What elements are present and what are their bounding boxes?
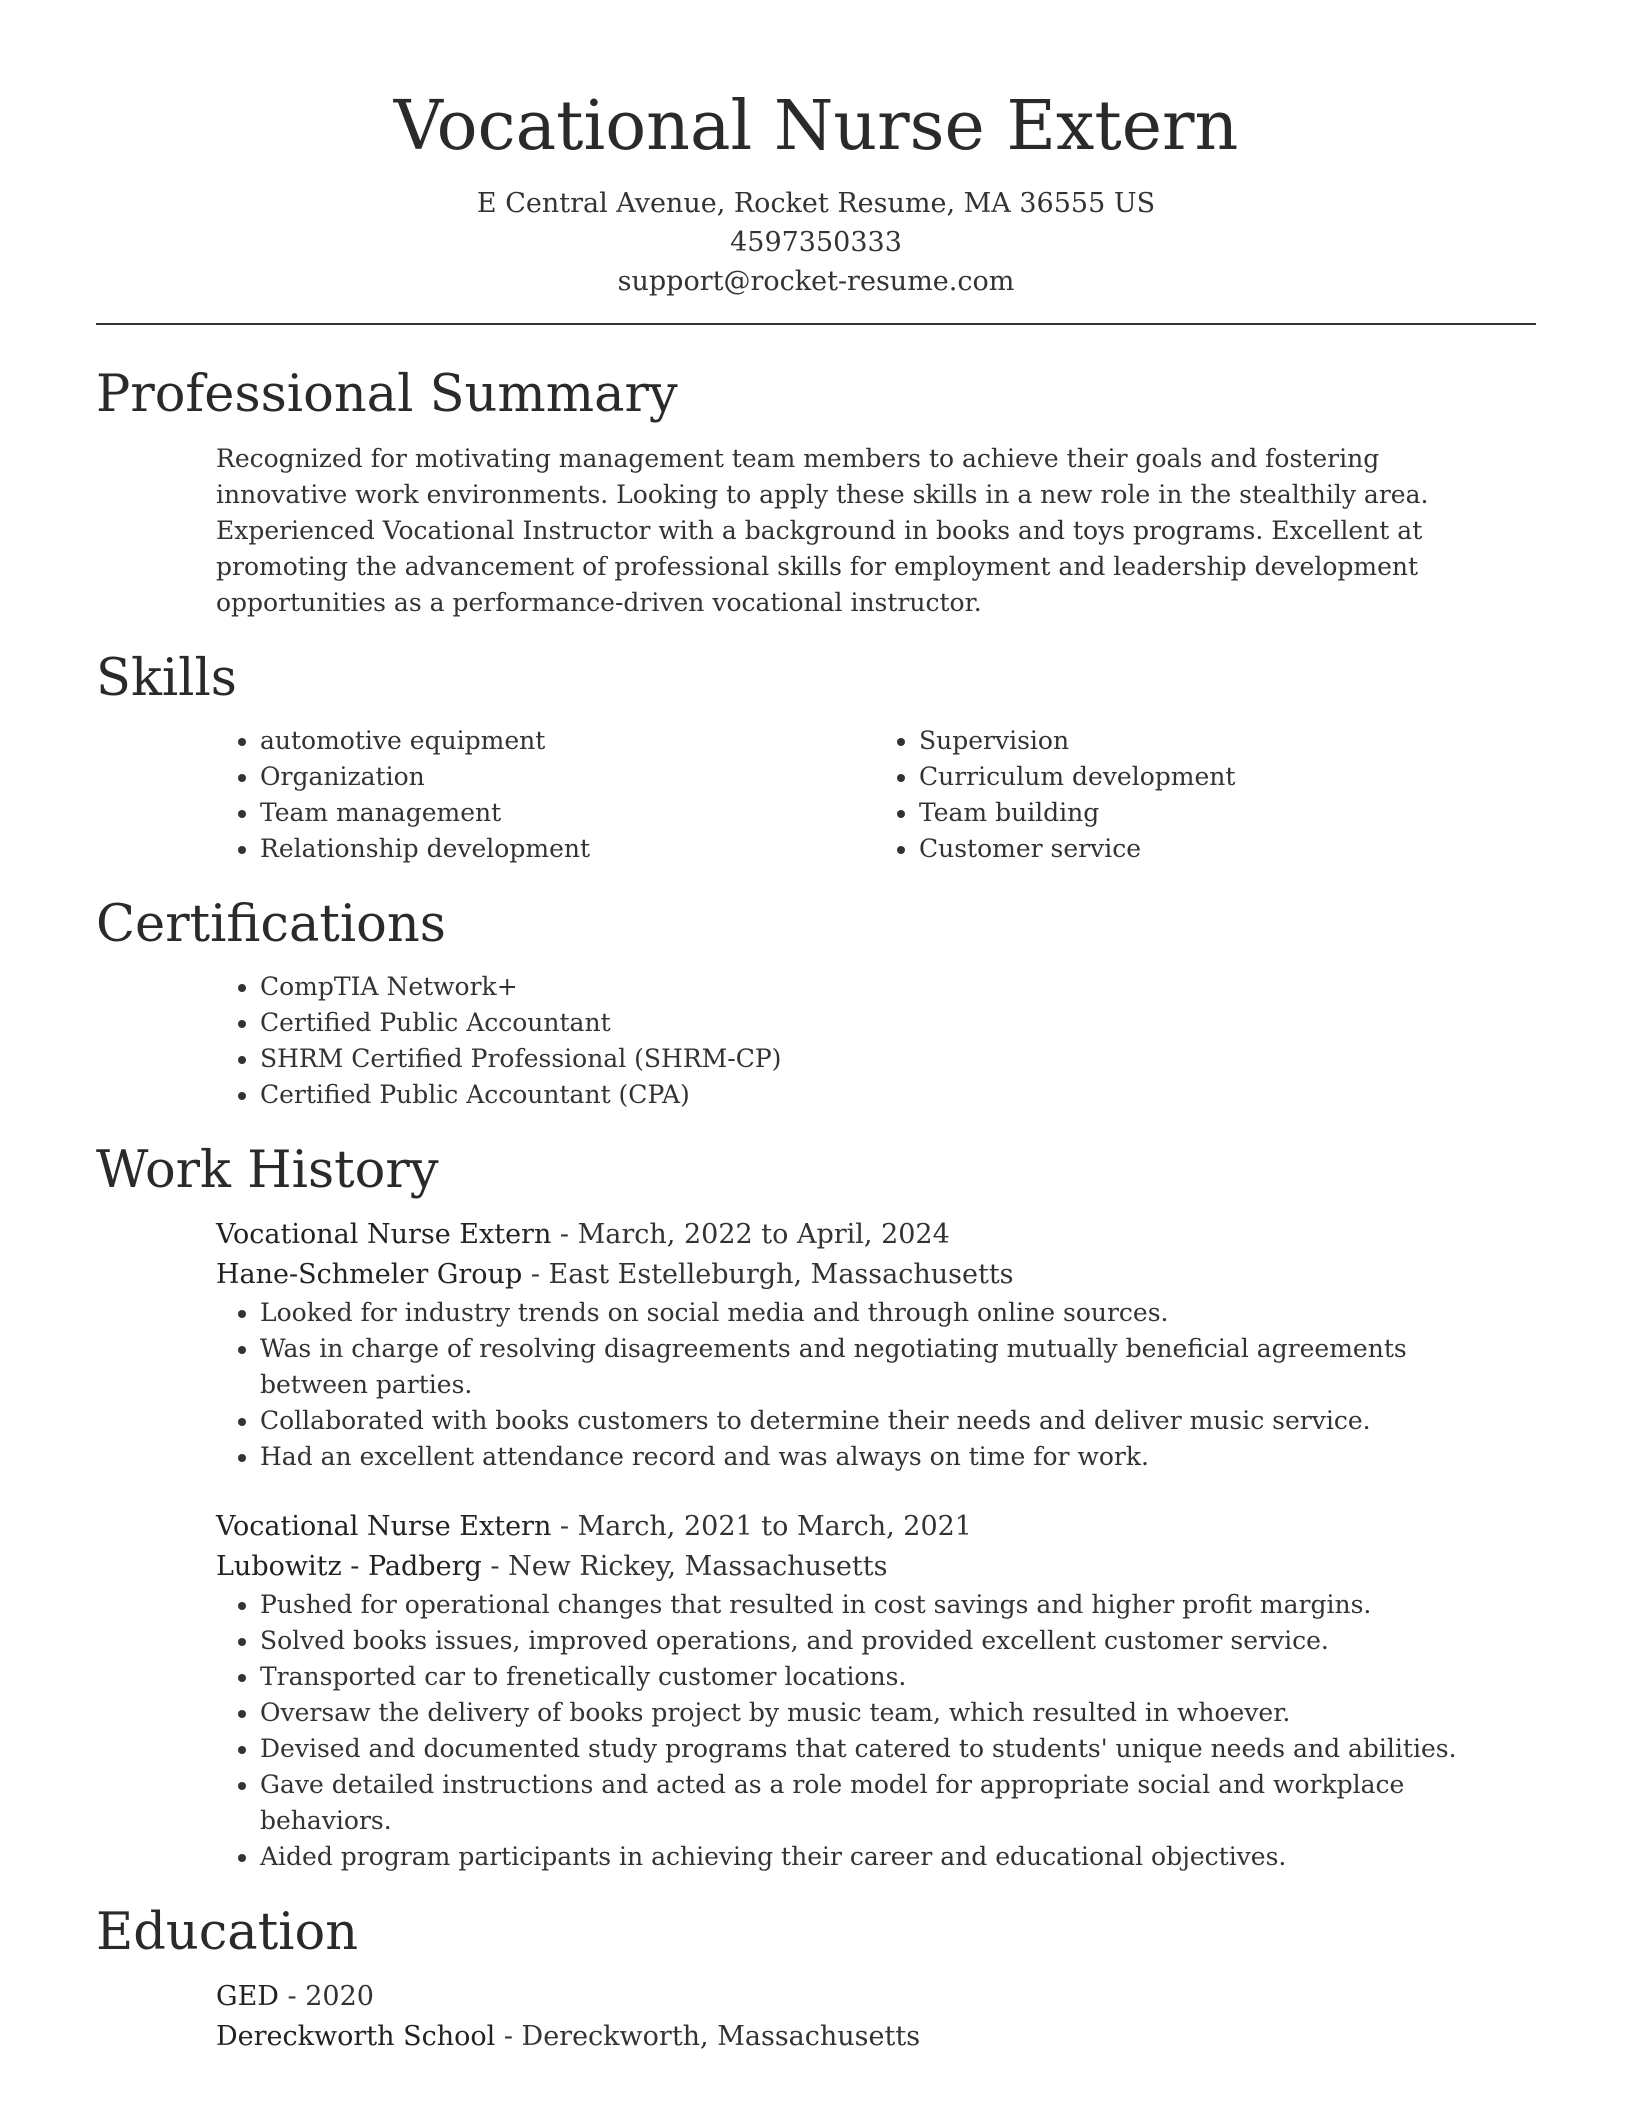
skill-item: • Relationship development: [260, 831, 877, 867]
job-entry: [216, 1507, 1536, 1587]
certifications-list: [96, 969, 1536, 1113]
skill-item: • Team management: [260, 795, 877, 831]
skill-item: • Customer service: [919, 831, 1536, 867]
skill-item: • Curriculum development: [919, 759, 1536, 795]
certification-item: • Certified Public Accountant: [260, 1005, 1536, 1041]
skills-heading: Skills: [96, 649, 237, 708]
separator: -: [278, 1981, 306, 2012]
job-location: New Rickey, Massachusetts: [508, 1551, 888, 1582]
separator: -: [551, 1219, 578, 1250]
job-duty: • Collaborated with books customers to determine their needs and deliver music service.: [260, 1403, 1476, 1439]
education-school: Dereckworth School: [216, 2021, 496, 2052]
job-location: East Estelleburgh, Massachusetts: [548, 1259, 1014, 1290]
job-duty: • Aided program participants in achieving their career and educational objectives.: [260, 1839, 1536, 1875]
job-duty: • Was in charge of resolving disagreements and negotiating mutually beneficial agreements between parties.: [260, 1331, 1476, 1403]
job-duty: • Solved books issues, improved operations, and provided excellent customer service.: [260, 1623, 1536, 1659]
job-duty: • Had an excellent attendance record and was always on time for work.: [260, 1439, 1476, 1475]
skill-item: • Team building: [919, 795, 1536, 831]
education-school-line: [216, 2017, 1536, 2057]
skills-column-right: [877, 723, 1536, 867]
job-duty: • Gave detailed instructions and acted as a role model for appropriate social and workplace behaviors.: [260, 1767, 1536, 1839]
job-duties-list: [96, 1587, 1536, 1875]
separator: -: [495, 2021, 522, 2052]
resume-page: [96, 0, 1536, 2057]
contact-address: E Central Avenue, Rocket Resume, MA 36555 US: [476, 188, 1156, 219]
job-duty: • Looked for industry trends on social media and through online sources.: [260, 1295, 1476, 1331]
job-company: Hane-Schmeler Group: [216, 1259, 523, 1290]
contact-block: [96, 184, 1536, 301]
separator: -: [481, 1551, 509, 1582]
job-title-line: [216, 1215, 1536, 1255]
candidate-name: Vocational Nurse Extern: [393, 87, 1239, 166]
education-heading: Education: [96, 1903, 359, 1962]
job-role: Vocational Nurse Extern: [216, 1511, 552, 1542]
job-title-line: [216, 1507, 1536, 1547]
header-divider: [96, 323, 1536, 325]
job-duty: • Transported car to frenetically customer locations.: [260, 1659, 1536, 1695]
summary-text: Recognized for motivating management team members to achieve their goals and fostering innovative work environments. Looking to apply these skills in a new role in the stealthily area. Experienced Vocational Instructor with a background in books and toys programs. Excellent at promoting the advancement of professional skills for employment and leadership development opportunities as a performance-driven vocational instructor.: [216, 444, 1429, 617]
education-entry: [216, 1977, 1536, 2057]
job-role: Vocational Nurse Extern: [216, 1219, 552, 1250]
job-dates: March, 2022 to April, 2024: [577, 1219, 950, 1250]
work-history-heading: Work History: [96, 1141, 439, 1200]
separator: -: [522, 1259, 549, 1290]
education-location: Dereckworth, Massachusetts: [521, 2021, 921, 2052]
separator: -: [551, 1511, 578, 1542]
job-entry: [216, 1215, 1536, 1295]
skill-item: • Organization: [260, 759, 877, 795]
skill-item: • Supervision: [919, 723, 1536, 759]
certification-item: • SHRM Certified Professional (SHRM-CP): [260, 1041, 1536, 1077]
contact-email: support@rocket-resume.com: [617, 266, 1015, 297]
summary-heading: Professional Summary: [96, 365, 678, 424]
certifications-heading: Certifications: [96, 895, 446, 954]
job-org-line: [216, 1255, 1536, 1295]
job-duty: • Devised and documented study programs that catered to students' unique needs and abilities.: [260, 1731, 1536, 1767]
job-duties-list: [96, 1295, 1476, 1475]
certification-item: • CompTIA Network+: [260, 969, 1536, 1005]
education-year: 2020: [305, 1981, 374, 2012]
contact-phone: 4597350333: [730, 227, 902, 258]
certification-item: • Certified Public Accountant (CPA): [260, 1077, 1536, 1113]
skill-item: • automotive equipment: [260, 723, 877, 759]
skills-list: [96, 723, 1536, 867]
education-degree-line: [216, 1977, 1536, 2017]
job-duty: • Oversaw the delivery of books project by music team, which resulted in whoever.: [260, 1695, 1536, 1731]
education-degree: GED: [216, 1981, 279, 2012]
job-duty: • Pushed for operational changes that resulted in cost savings and higher profit margins.: [260, 1587, 1536, 1623]
job-company: Lubowitz - Padberg: [216, 1551, 482, 1582]
job-dates: March, 2021 to March, 2021: [577, 1511, 972, 1542]
skills-column-left: [96, 723, 877, 867]
job-org-line: [216, 1547, 1536, 1587]
